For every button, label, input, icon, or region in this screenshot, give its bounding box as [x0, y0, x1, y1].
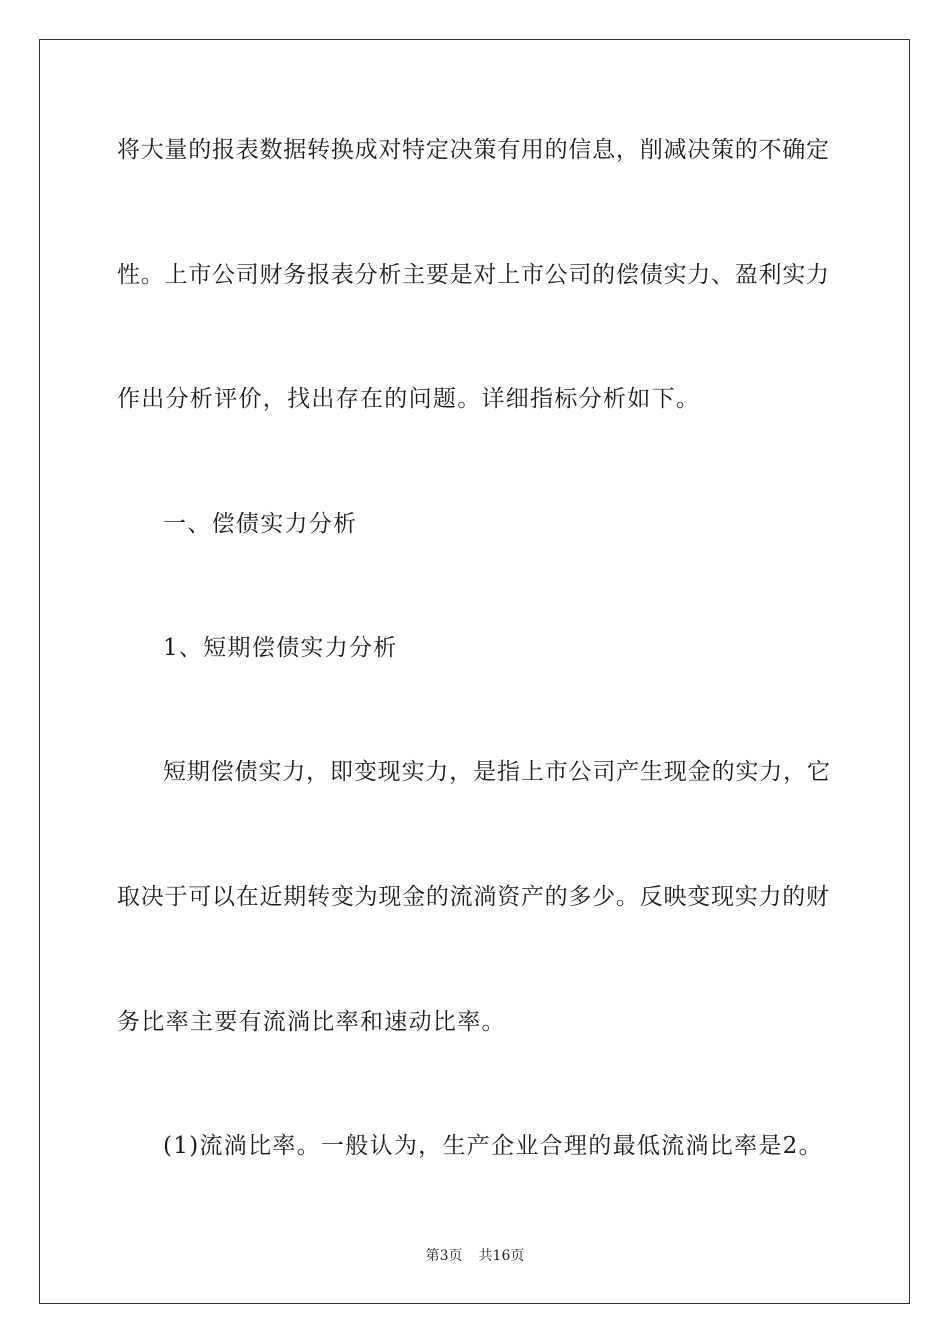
subsection-heading: 1、短期偿债实力分析	[163, 635, 398, 661]
section-heading: 一、偿债实力分析	[163, 511, 358, 537]
page-total: 共16页	[478, 1248, 525, 1264]
paragraph-line-7: (1)流淌比率。一般认为，生产企业合理的最低流淌比率是2。	[163, 1133, 823, 1159]
page-number: 第3页	[425, 1248, 463, 1264]
paragraph-line-3: 作出分析评价，找出存在的问题。详细指标分析如下。	[117, 386, 701, 412]
paragraph-line-6: 务比率主要有流淌比率和速动比率。	[117, 1009, 506, 1035]
page-footer	[0, 1247, 950, 1265]
paragraph-line-1: 将大量的报表数据转换成对特定决策有用的信息，削减决策的不确定	[117, 137, 829, 163]
paragraph-line-5: 取决于可以在近期转变为现金的流淌资产的多少。反映变现实力的财	[117, 884, 829, 910]
paragraph-line-2: 性。上市公司财务报表分析主要是对上市公司的偿债实力、盈利实力	[117, 262, 829, 288]
page-border	[39, 39, 910, 1304]
paragraph-line-4: 短期偿债实力，即变现实力，是指上市公司产生现金的实力，它	[163, 759, 830, 785]
